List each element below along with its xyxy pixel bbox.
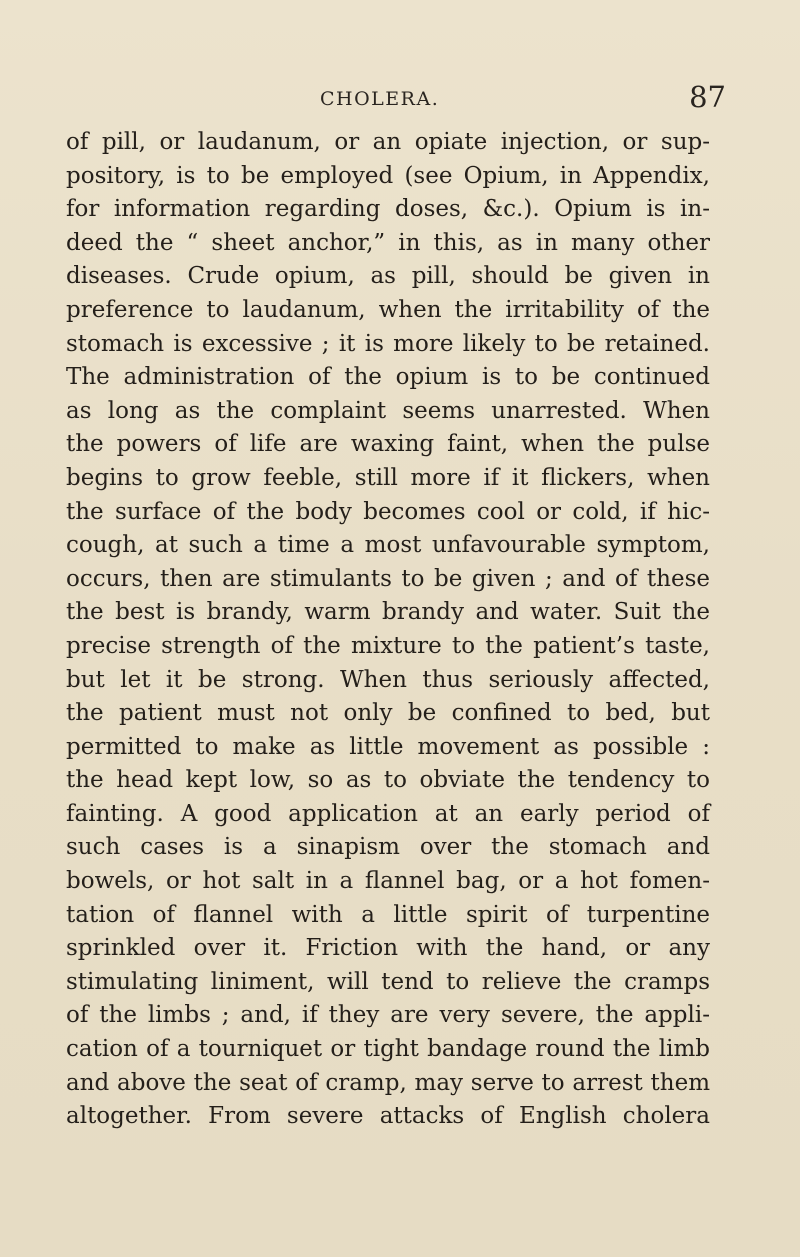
text-line: the powers of life are waxing faint, when the pulse	[66, 431, 710, 458]
body-text	[66, 126, 710, 1134]
running-title: CHOLERA.	[320, 88, 440, 110]
text-line: but let it be strong. When thus seriously affected,	[66, 666, 710, 693]
text-line: and above the seat of cramp, may serve to arrest them	[66, 1069, 710, 1096]
text-line: stimulating liniment, will tend to relieve the cramps	[66, 968, 710, 995]
text-line: preference to laudanum, when the irritability of the	[66, 296, 710, 323]
text-line: the head kept low, so as to obviate the tendency to	[66, 767, 710, 794]
text-line: fainting. A good application at an early period of	[66, 800, 710, 827]
text-line: of the limbs ; and, if they are very severe, the appli-	[66, 1002, 710, 1029]
text-line: begins to grow feeble, still more if it flickers, when	[66, 464, 710, 491]
text-line: sprinkled over it. Friction with the hand, or any	[66, 935, 710, 962]
running-head	[60, 80, 726, 120]
text-line: precise strength of the mixture to the patient’s taste,	[66, 632, 710, 659]
text-line: such cases is a sinapism over the stomach and	[66, 834, 710, 861]
page-number: 87	[689, 80, 726, 114]
text-line: of pill, or laudanum, or an opiate injection, or sup-	[66, 129, 710, 155]
text-line: cation of a tourniquet or tight bandage round the limb	[66, 1036, 710, 1063]
text-line: the surface of the body becomes cool or cold, if hic-	[66, 498, 710, 525]
text-line: occurs, then are stimulants to be given ; and of these	[66, 565, 710, 592]
text-line: diseases. Crude opium, as pill, should be given in	[66, 263, 710, 290]
text-line: pository, is to be employed (see Opium, in Appendix,	[66, 162, 710, 189]
text-line: bowels, or hot salt in a flannel bag, or a hot fomen-	[66, 868, 710, 895]
text-line: tation of flannel with a little spirit of turpentine	[66, 901, 710, 928]
text-line: the patient must not only be confined to bed, but	[66, 700, 710, 727]
text-line: stomach is excessive ; it is more likely to be retained.	[66, 330, 710, 357]
text-line: as long as the complaint seems unarrested. When	[66, 397, 710, 424]
text-line: for information regarding doses, &c.). Opium is in-	[66, 196, 710, 223]
text-line: altogether. From severe attacks of English cholera	[66, 1103, 710, 1130]
text-line: permitted to make as little movement as possible :	[66, 733, 710, 760]
text-line: deed the “ sheet anchor,” in this, as in many other	[66, 229, 710, 256]
text-line: cough, at such a time a most unfavourable symptom,	[66, 532, 710, 559]
text-line: The administration of the opium is to be continued	[66, 364, 710, 391]
text-line: the best is brandy, warm brandy and water. Suit the	[66, 599, 710, 626]
